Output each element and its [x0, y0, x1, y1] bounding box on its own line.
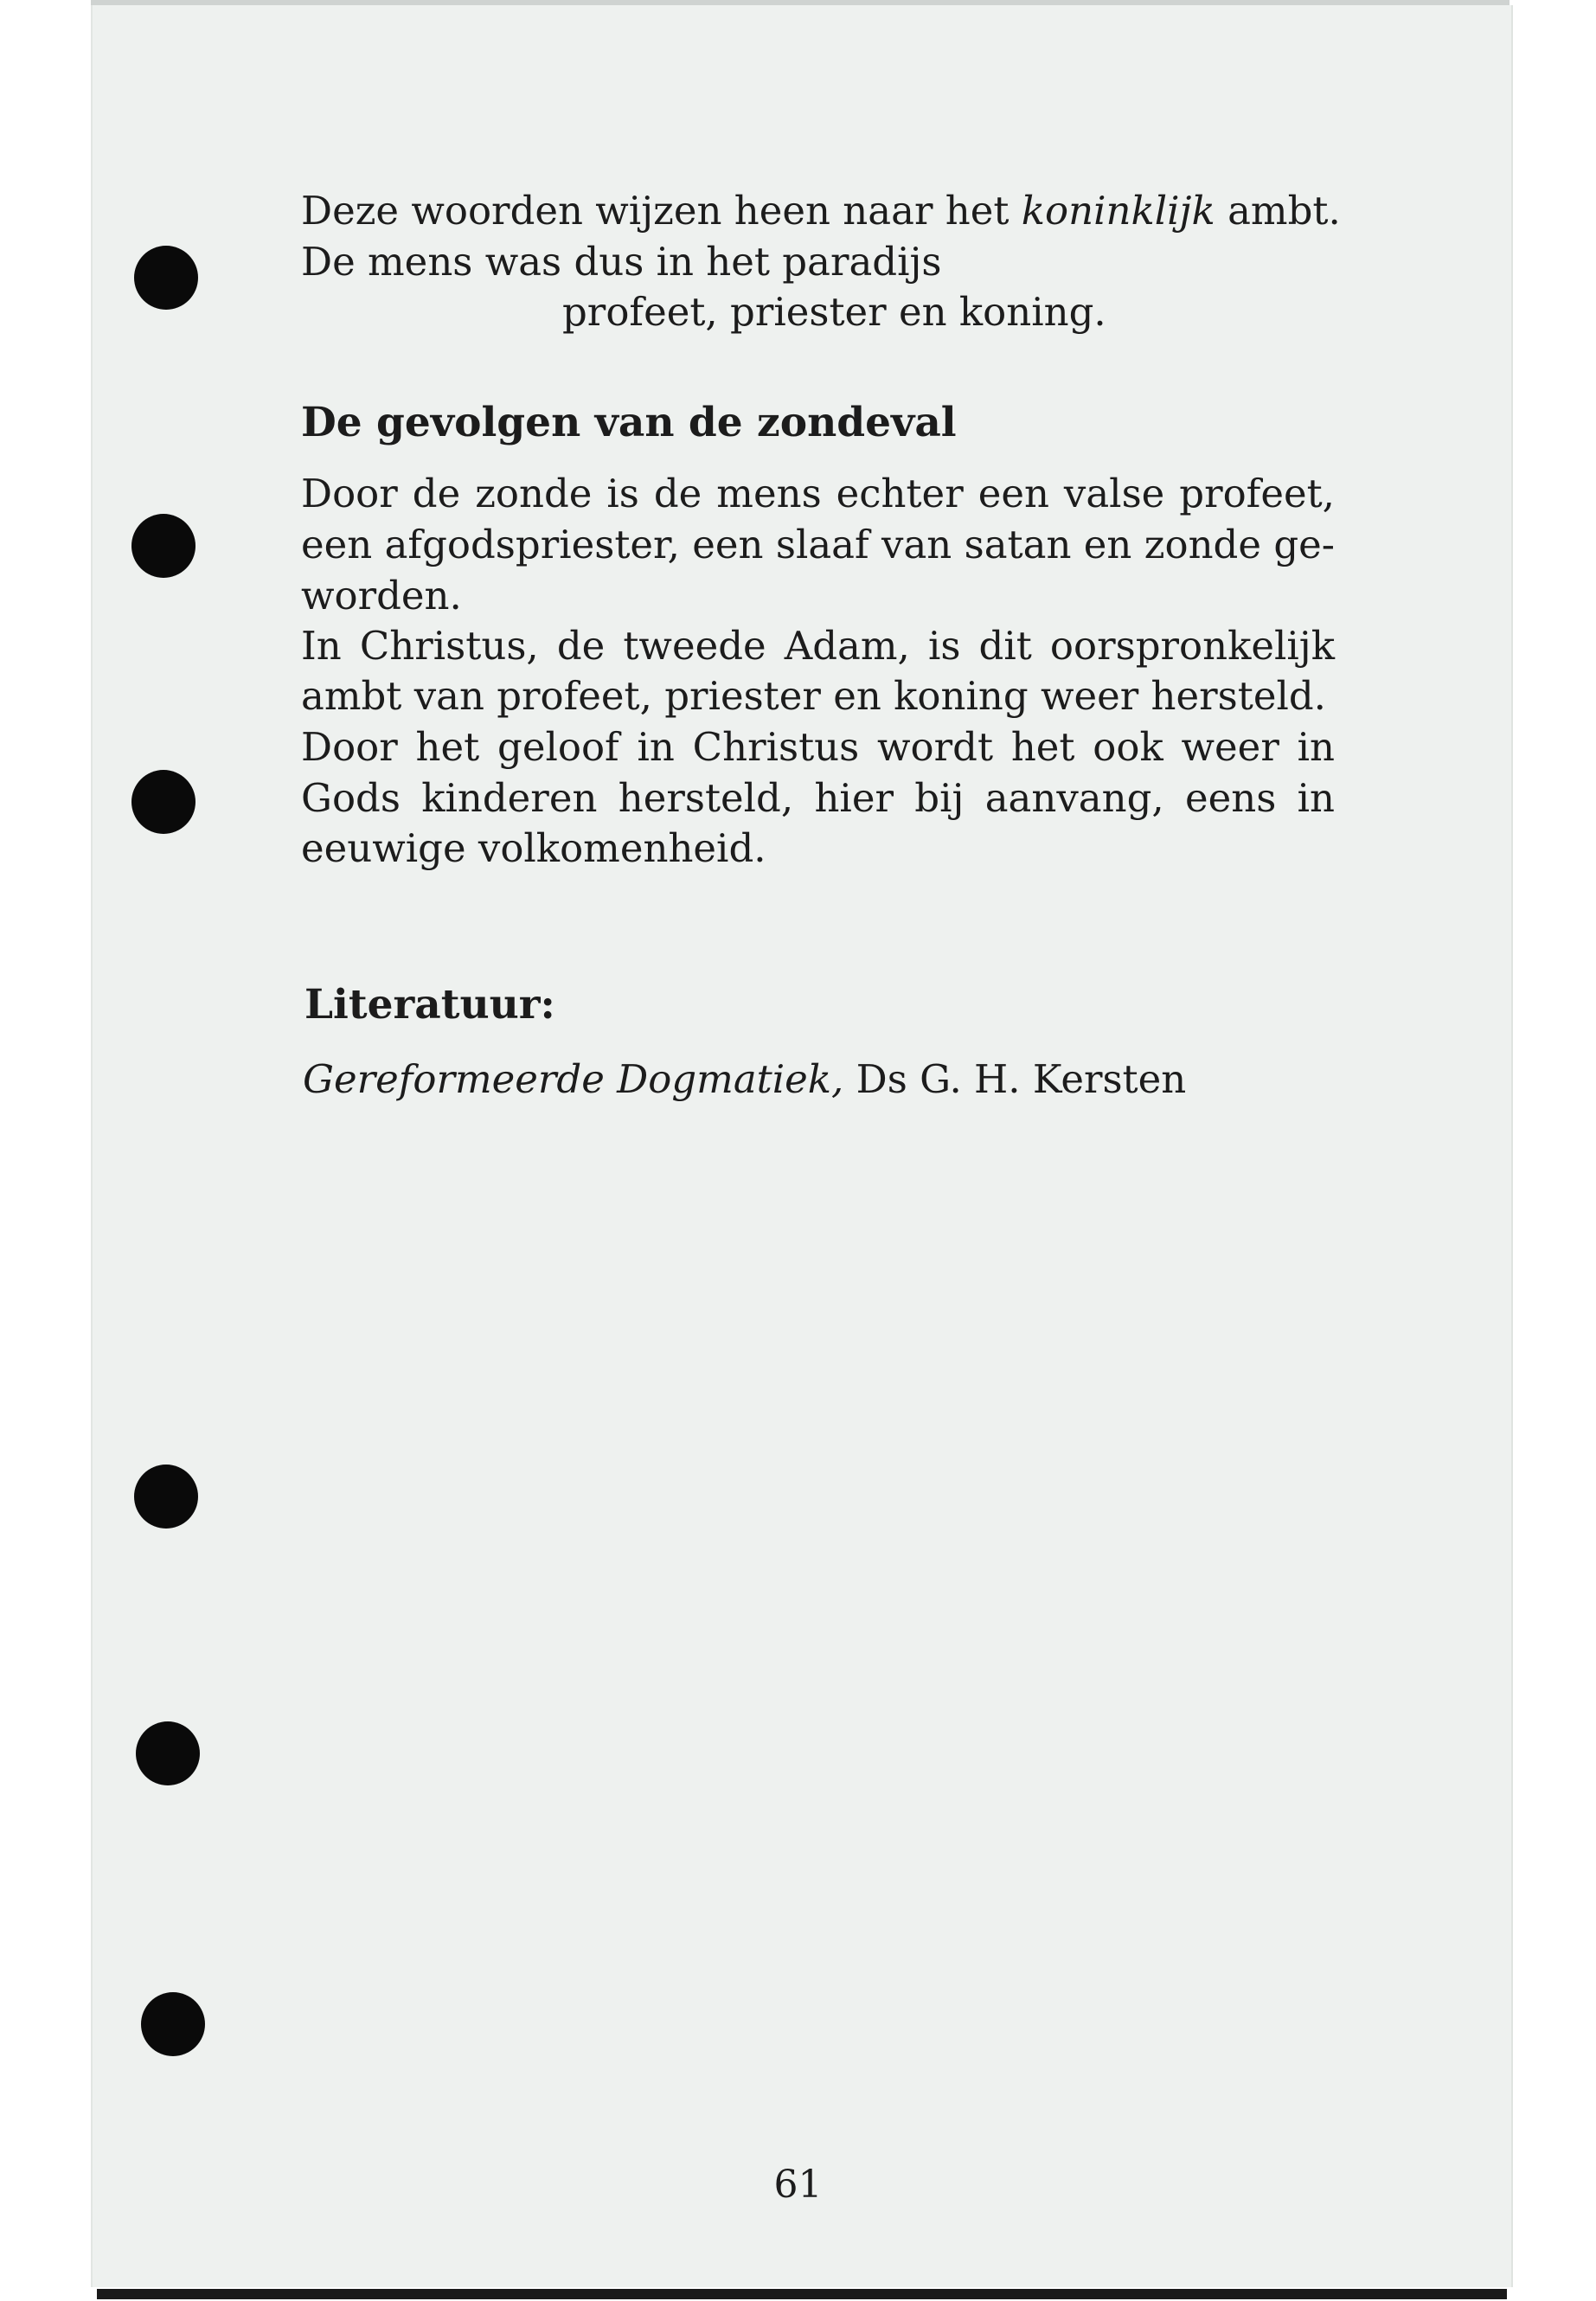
reference-title: Gereformeerde Dogmatiek,: [303, 1056, 844, 1102]
body-line-4: In Christus, de tweede Adam, is dit oorspronkelijk: [301, 623, 1335, 669]
punch-hole-6: [141, 1992, 205, 2056]
body-line-8: eeuwige volkomenheid.: [301, 825, 766, 871]
punch-hole-3: [131, 770, 195, 834]
intro-line-1: [301, 185, 1341, 236]
body-line-7: Gods kinderen hersteld, hier bij aanvang, eens in: [301, 775, 1335, 821]
intro-line-1-end: ambt.: [1215, 188, 1341, 234]
literature-heading: Literatuur:: [304, 981, 555, 1029]
intro-line-3: profeet, priester en koning.: [562, 289, 1106, 335]
punch-hole-5: [136, 1721, 200, 1785]
body-line-3: worden.: [301, 573, 462, 619]
intro-line-2: De mens was dus in het paradijs: [301, 239, 942, 285]
body-line-2: een afgodspriester, een slaaf van satan en zonde ge-: [301, 522, 1335, 567]
literature-reference: [303, 1054, 1186, 1105]
reference-author: Ds G. H. Kersten: [843, 1056, 1187, 1102]
intro-emphasis: koninklijk: [1021, 188, 1215, 234]
book-page: [91, 5, 1513, 2287]
body-line-6: Door het geloof in Christus wordt het ook weer in: [301, 724, 1335, 770]
page-number: 61: [773, 2163, 823, 2207]
punch-hole-1: [134, 246, 198, 310]
page-bottom-edge: [97, 2289, 1507, 2299]
punch-hole-2: [131, 514, 195, 578]
punch-hole-4: [134, 1465, 198, 1529]
intro-line-1-start: Deze woorden wijzen heen naar het: [301, 188, 1022, 234]
section-heading: De gevolgen van de zondeval: [301, 399, 957, 446]
body-line-1: Door de zonde is de mens echter een valse profeet,: [301, 471, 1335, 516]
body-line-5: ambt van profeet, priester en koning weer hersteld.: [301, 673, 1326, 719]
